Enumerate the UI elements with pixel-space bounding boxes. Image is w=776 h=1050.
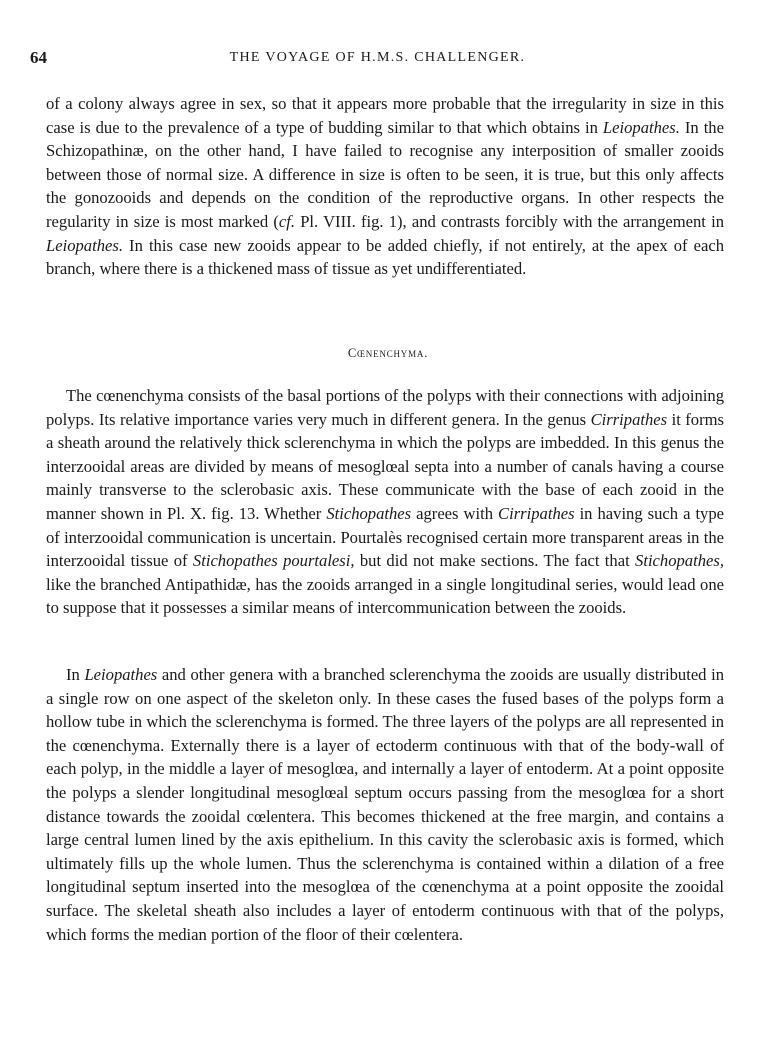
- page-number: 64: [30, 48, 47, 67]
- text-run: Pl. VIII. fig. 1), and contrasts forcibly with the arrangement in: [295, 211, 724, 231]
- paragraph-1: [46, 92, 724, 281]
- paragraph-2: [46, 384, 724, 620]
- text-run: and other genera with a branched sclerenchyma the zooids are usually distributed in a single row on one aspect of the skeleton only. In these cases the fused bases of the polyps form a hollow tube in which the sclerenchyma is formed. The three layers of the polyps are all represented in the cœnenchyma. Externally there is a layer of ectoderm continuous with that of the body-wall of each polyp, in the middle a layer of mesoglœa, and internally a layer of entoderm. At a point opposite the polyps a slender longitudinal mesoglœal septum occurs passing from the mesoglœa for a short distance towards the zooidal cœlentera. This becomes thickened at the free margin, and contains a large central lumen lined by the axis epithelium. In this cavity the sclerobasic axis is formed, which ultimately fills up the whole lumen. Thus the sclerenchyma is contained within a dilation of a free longitudinal septum inserted into the mesoglœa of the cœnenchyma at a point opposite the zooidal surface. The skeletal sheath also includes a layer of entoderm continuous with that of the polyps, which forms the median portion of the floor of their cœlentera.: [46, 665, 724, 944]
- paragraph-3: [46, 663, 724, 946]
- italic-run: Stichopathes: [326, 503, 412, 523]
- text-run: it forms a sheath around the relatively thick sclerenchyma in which the polyps are imbedded. In this genus the interzooidal areas are divided by means of mesoglœal septa into a number of canals having a course mainly transverse to the sclerobasic axis. These communicate with the base of each zooid in the manner shown in Pl. X. fig. 13. Whether: [46, 409, 724, 523]
- running-title: THE VOYAGE OF H.M.S. CHALLENGER.: [229, 50, 526, 65]
- text-run: In the Schizopathinæ, on the other hand, I have failed to recognise any interposition of smaller zooids between those of normal size. A difference in size is often to be seen, it is true, but this only affects the gonozooids and depends on the condition of the reproductive organs. In other respects the regularity in size is most marked (: [46, 117, 724, 231]
- text-run: in having such a type of interzooidal communication is uncertain. Pourtalès recognised certain more transparent areas in the interzooidal tissue of: [46, 503, 725, 571]
- italic-run: cf.: [278, 211, 296, 231]
- text-run: In this case new zooids appear to be added chiefly, if not entirely, at the apex of each branch, where there is a thickened mass of tissue as yet undifferentiated.: [46, 235, 724, 279]
- italic-run: Cirripathes: [498, 503, 575, 523]
- italic-run: Leiopathes.: [602, 117, 680, 137]
- italic-run: Stichopathes pourtalesi,: [192, 551, 355, 571]
- italic-run: Leiopathes: [84, 665, 158, 684]
- text-run: agrees with: [411, 503, 499, 523]
- section-heading: Cœnenchyma.: [347, 346, 429, 360]
- text-run: like the branched Antipathidæ, has the zooids arranged in a single longitudinal series, would lead one to suppose that it possesses a similar means of intercommunication between the zooids.: [46, 574, 724, 618]
- text-run: In: [66, 665, 85, 684]
- italic-run: Stichopathes,: [635, 551, 724, 571]
- text-run: of a colony always agree in sex, so that it appears more probable that the irregularity in size in this case is due to the prevalence of a type of budding similar to that which obtains in: [46, 94, 724, 137]
- page-header: [30, 48, 725, 70]
- text-run: but did not make sections. The fact that: [354, 551, 636, 571]
- italic-run: Cirripathes: [590, 409, 668, 429]
- italic-run: Leiopathes.: [46, 235, 123, 255]
- text-run: The cœnenchyma consists of the basal portions of the polyps with their connections with adjoining polyps. Its relative importance varies very much in different genera. In the genus: [46, 386, 724, 429]
